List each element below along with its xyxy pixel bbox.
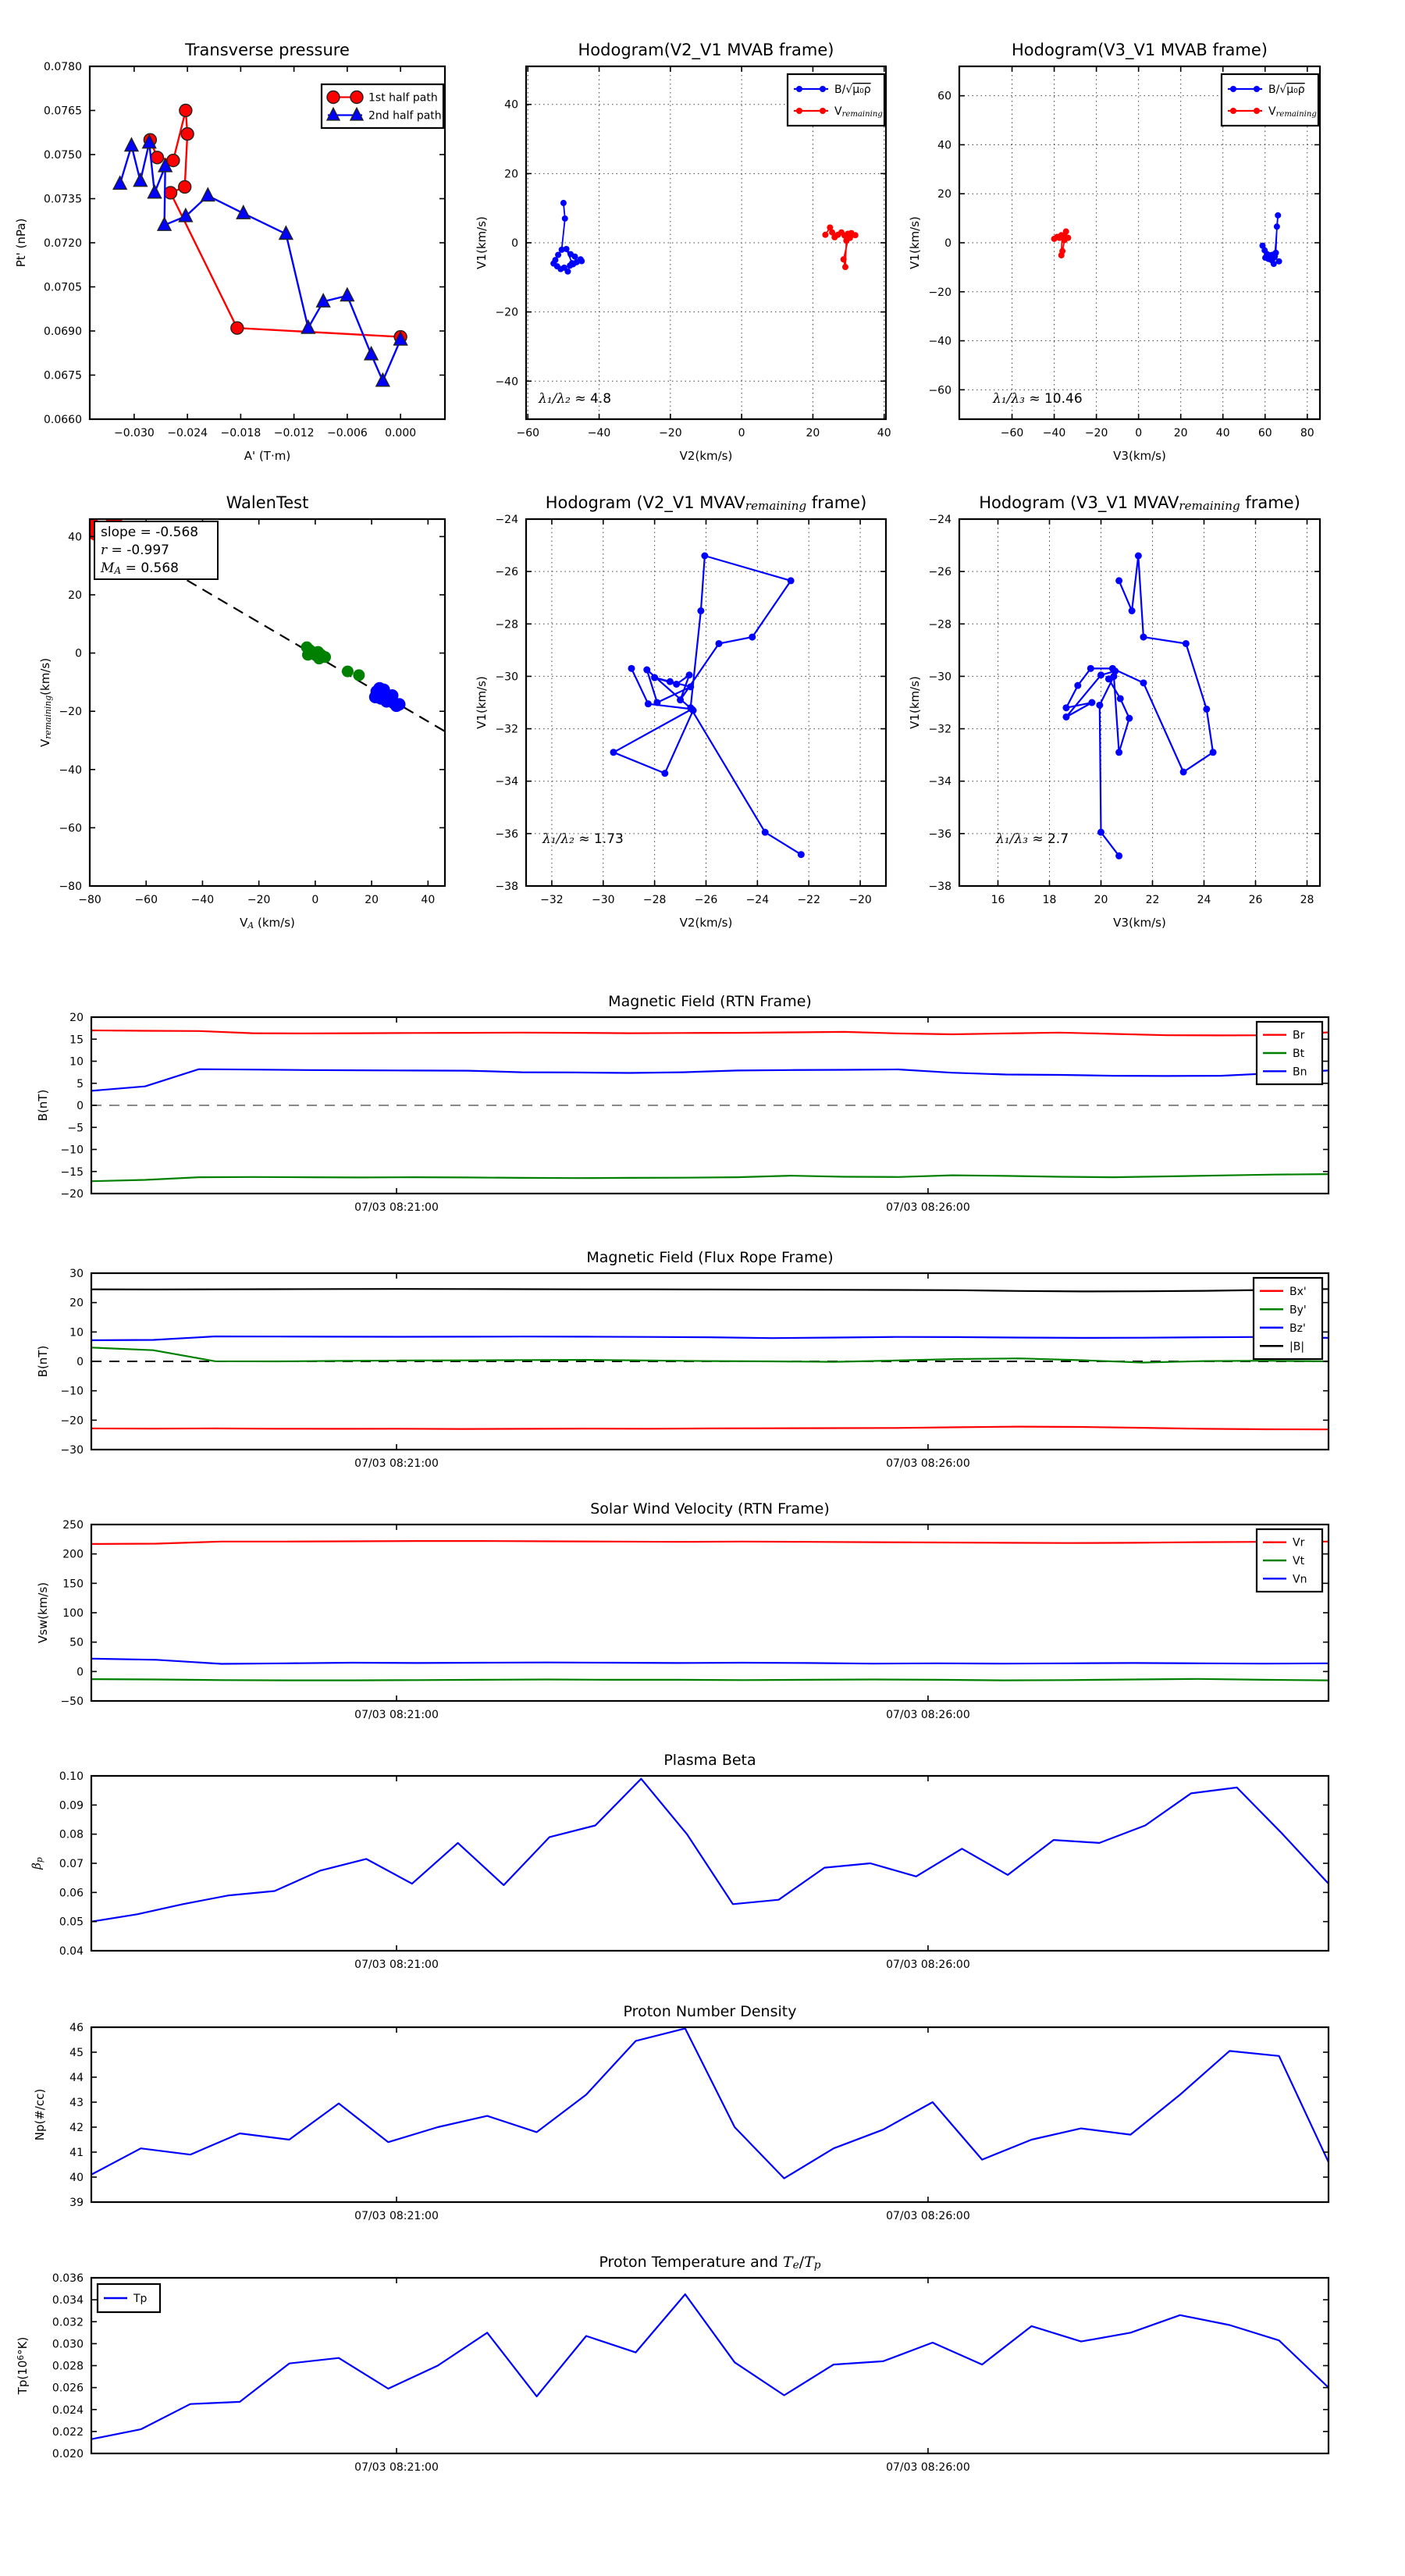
y-tick-label: 46 <box>69 2022 84 2034</box>
y-tick-label: 20 <box>68 589 82 602</box>
series-Bx-prime <box>91 1427 1329 1430</box>
y-tick-label: 0 <box>76 1666 84 1679</box>
chart-magnetic-field-rtn <box>36 993 1329 1214</box>
y-tick-label: 0.05 <box>59 1916 84 1929</box>
y-axis-label: Vsw(km/s) <box>36 1582 50 1644</box>
plot-title: Plasma Beta <box>663 1752 756 1769</box>
stats-line: MA = 0.568 <box>101 560 179 576</box>
y-tick-label: 0 <box>75 647 82 660</box>
series-Vn <box>91 1659 1329 1664</box>
y-tick-label: 0.0705 <box>44 281 82 294</box>
plot-title: Magnetic Field (RTN Frame) <box>608 993 812 1010</box>
y-tick-label: 0.10 <box>59 1770 84 1783</box>
y-tick-label: −10 <box>60 1385 84 1398</box>
y-axis-label: B(nT) <box>36 1345 50 1378</box>
y-tick-label: 20 <box>69 1297 84 1310</box>
axis-ticks <box>91 2027 1329 2202</box>
legend <box>1254 1278 1322 1359</box>
y-tick-label: 30 <box>69 1268 84 1280</box>
y-tick-label: 0.026 <box>52 2382 84 2395</box>
y-tick-label: 250 <box>62 1519 84 1532</box>
y-tick-label: 0.028 <box>52 2360 84 2373</box>
x-tick-label: 40 <box>877 426 891 439</box>
y-tick-label: 100 <box>62 1607 84 1620</box>
y-tick-label: −30 <box>60 1444 84 1457</box>
legend-label: B/√μ₀ρ <box>1268 84 1305 96</box>
y-tick-label: 10 <box>69 1326 84 1340</box>
lambda-ratio: λ₁/λ₂ ≈ 4.8 <box>539 391 612 407</box>
y-tick-label: −15 <box>60 1165 84 1179</box>
y-tick-label: −60 <box>928 384 951 397</box>
y-tick-label: −28 <box>928 618 951 632</box>
x-tick-label: 07/03 08:21:00 <box>354 1457 439 1470</box>
y-tick-label: 41 <box>69 2147 84 2159</box>
x-tick-label: 0 <box>738 426 745 439</box>
y-tick-label: 15 <box>69 1034 84 1047</box>
chart-transverse-pressure <box>14 41 445 463</box>
series-alfven-velocity <box>550 200 585 275</box>
x-tick-label: −20 <box>659 426 682 439</box>
y-axis-label: B(nT) <box>36 1089 50 1122</box>
stats-box <box>94 521 218 579</box>
y-tick-label: 150 <box>62 1578 84 1591</box>
x-tick-label: −28 <box>642 893 667 906</box>
x-tick-label: 20 <box>365 893 379 906</box>
legend <box>1257 1529 1322 1592</box>
y-tick-label: 40 <box>69 2172 84 2184</box>
y-tick-label: −24 <box>495 514 518 526</box>
y-tick-label: 40 <box>937 139 951 152</box>
x-tick-label: 07/03 08:26:00 <box>886 2460 970 2474</box>
x-tick-label: 20 <box>1094 893 1108 906</box>
y-axis-label: βp <box>30 1857 44 1870</box>
legend-label: Vremaining <box>1268 105 1317 119</box>
series-v-path <box>610 553 804 859</box>
x-tick-label: −0.006 <box>326 426 368 439</box>
y-tick-label: 0.07 <box>59 1858 84 1870</box>
chart-proton-temperature <box>16 2254 1329 2474</box>
y-tick-label: 200 <box>62 1548 84 1561</box>
x-tick-label: 0 <box>311 893 319 906</box>
y-tick-label: −80 <box>59 881 82 893</box>
x-tick-label: 07/03 08:21:00 <box>354 2460 439 2474</box>
lambda-ratio: λ₁/λ₃ ≈ 10.46 <box>993 391 1083 407</box>
series-By-prime <box>91 1347 1329 1362</box>
legend-label: |B| <box>1289 1340 1305 1354</box>
y-tick-label: 43 <box>69 2097 84 2109</box>
plot-title: Solar Wind Velocity (RTN Frame) <box>590 1500 830 1517</box>
y-tick-label: −5 <box>67 1122 84 1135</box>
y-tick-label: 0.0750 <box>44 149 82 162</box>
y-tick-label: −28 <box>495 618 518 632</box>
y-tick-label: 20 <box>937 188 951 201</box>
y-tick-label: 0.032 <box>52 2316 84 2329</box>
y-tick-label: 0 <box>76 1356 84 1368</box>
legend-label: Vr <box>1293 1536 1305 1550</box>
x-tick-label: 0.000 <box>385 426 417 439</box>
plot-title: WalenTest <box>226 493 309 512</box>
y-tick-label: 20 <box>504 168 518 181</box>
series-Vt <box>91 1679 1329 1681</box>
y-tick-label: 60 <box>937 90 951 103</box>
y-tick-label: 39 <box>69 2197 84 2209</box>
y-tick-label: 0.0780 <box>44 61 82 73</box>
x-tick-label: 07/03 08:26:00 <box>886 1201 970 1214</box>
y-tick-label: 0 <box>511 237 518 250</box>
y-tick-label: −38 <box>495 881 518 893</box>
y-tick-label: 44 <box>69 2072 84 2084</box>
series-cluster-green <box>301 642 365 681</box>
series-second-half-path <box>113 135 407 386</box>
x-tick-label: 07/03 08:26:00 <box>886 1958 970 1971</box>
plot-title: Hodogram (V3_V1 MVAVremaining frame) <box>979 493 1300 514</box>
x-tick-label: −32 <box>540 893 564 906</box>
x-axis-label: V3(km/s) <box>1113 916 1166 930</box>
y-tick-label: −26 <box>495 566 518 579</box>
y-axis-label: V1(km/s) <box>908 676 922 729</box>
y-tick-label: −40 <box>495 375 518 389</box>
y-tick-label: 0.06 <box>59 1887 84 1900</box>
x-tick-label: −0.012 <box>273 426 315 439</box>
x-tick-label: −20 <box>247 893 271 906</box>
x-tick-label: 28 <box>1300 893 1314 906</box>
chart-hodogram-v2v1-mvav <box>475 493 886 930</box>
y-tick-label: 0.0690 <box>44 326 82 338</box>
legend <box>788 74 884 126</box>
legend-label: By' <box>1289 1304 1307 1317</box>
y-tick-label: −50 <box>60 1695 84 1708</box>
axis-ticks <box>91 1776 1329 1951</box>
y-tick-label: 0.024 <box>52 2403 84 2417</box>
y-tick-label: 0.09 <box>59 1799 84 1813</box>
x-tick-label: −60 <box>516 426 540 439</box>
axes-frame <box>91 2278 1329 2453</box>
x-tick-label: 20 <box>1173 426 1188 439</box>
x-tick-label: −0.018 <box>220 426 261 439</box>
y-tick-label: −32 <box>928 723 951 736</box>
lambda-ratio: λ₁/λ₂ ≈ 1.73 <box>542 831 624 847</box>
y-tick-label: −20 <box>928 286 951 299</box>
y-tick-label: 0.0660 <box>44 414 82 426</box>
x-tick-label: 16 <box>991 893 1005 906</box>
chart-plasma-beta <box>30 1752 1329 1971</box>
plot-title: Hodogram (V2_V1 MVAVremaining frame) <box>545 493 867 514</box>
x-tick-label: 07/03 08:21:00 <box>354 1708 439 1721</box>
series-B-magnitude <box>91 1289 1329 1291</box>
y-tick-label: −34 <box>495 775 518 788</box>
y-tick-label: 0.0735 <box>44 193 82 206</box>
y-tick-label: −20 <box>59 706 82 719</box>
plot-title: Proton Number Density <box>623 2003 797 2020</box>
series-Np <box>91 2029 1329 2179</box>
axes-frame <box>91 1776 1329 1951</box>
x-tick-label: 80 <box>1300 426 1314 439</box>
x-axis-label: VA (km/s) <box>240 916 295 930</box>
legend-label: Tp <box>133 2293 148 2305</box>
stats-line: r = -0.997 <box>101 543 169 558</box>
y-tick-label: 0 <box>76 1100 84 1112</box>
x-tick-label: 18 <box>1042 893 1057 906</box>
y-tick-label: −30 <box>928 671 951 684</box>
x-tick-label: 40 <box>1215 426 1230 439</box>
series-Br <box>91 1030 1329 1035</box>
y-axis-label: Pt' (nPa) <box>14 218 28 268</box>
legend <box>1222 74 1318 126</box>
y-tick-label: 50 <box>69 1636 84 1649</box>
y-tick-label: 40 <box>504 98 518 112</box>
x-tick-label: 20 <box>806 426 820 439</box>
axis-ticks <box>91 2278 1329 2453</box>
x-tick-label: 07/03 08:21:00 <box>354 1958 439 1971</box>
y-tick-label: −40 <box>59 763 82 777</box>
x-tick-label: −40 <box>1042 426 1066 439</box>
chart-hodogram-v3v1-mvab <box>908 41 1320 463</box>
legend-label: Bx' <box>1289 1285 1307 1298</box>
series-first-half-path <box>144 105 407 343</box>
legend-label: Bn <box>1293 1066 1307 1079</box>
legend-label: 2nd half path <box>368 109 442 123</box>
stats-line: slope = -0.568 <box>101 525 199 540</box>
x-tick-label: 07/03 08:26:00 <box>886 2209 970 2222</box>
y-tick-label: 10 <box>69 1055 84 1069</box>
x-tick-label: −60 <box>1000 426 1024 439</box>
series-Bt <box>91 1174 1329 1181</box>
y-tick-label: 0 <box>944 237 951 250</box>
x-tick-label: −60 <box>134 893 158 906</box>
y-axis-label: V1(km/s) <box>475 676 489 729</box>
x-tick-label: −80 <box>78 893 101 906</box>
y-tick-label: −20 <box>495 306 518 319</box>
plot-title: Transverse pressure <box>185 41 350 59</box>
y-tick-label: 45 <box>69 2047 84 2059</box>
y-tick-label: 40 <box>68 531 82 544</box>
chart-hodogram-v2v1-mvab <box>475 41 891 463</box>
y-tick-label: −32 <box>495 723 518 736</box>
x-tick-label: −40 <box>190 893 215 906</box>
x-tick-label: 07/03 08:26:00 <box>886 1708 970 1721</box>
series-cluster-blue <box>369 682 406 712</box>
legend-label: Vremaining <box>834 105 883 119</box>
series-v-path <box>1062 553 1216 859</box>
y-tick-label: −20 <box>60 1414 84 1428</box>
y-tick-label: −20 <box>60 1188 84 1201</box>
y-axis-label: Tp(106°K) <box>15 2336 30 2395</box>
lambda-ratio: λ₁/λ₃ ≈ 2.7 <box>996 831 1069 847</box>
series-v-remaining <box>822 225 858 271</box>
y-tick-label: 0.0720 <box>44 237 82 250</box>
y-tick-label: 5 <box>76 1077 84 1091</box>
series-beta-p <box>91 1779 1329 1922</box>
x-tick-label: 07/03 08:21:00 <box>354 2209 439 2222</box>
y-tick-label: 0.08 <box>59 1828 84 1841</box>
axes-frame <box>91 1525 1329 1701</box>
y-tick-label: −60 <box>59 822 82 835</box>
x-tick-label: −0.024 <box>167 426 208 439</box>
plot-title: Hodogram(V3_V1 MVAB frame) <box>1012 41 1268 59</box>
y-tick-label: −24 <box>928 514 951 526</box>
legend-label: Bz' <box>1289 1322 1306 1335</box>
x-axis-label: V3(km/s) <box>1113 449 1166 463</box>
y-tick-label: −40 <box>928 335 951 348</box>
x-tick-label: 0 <box>1135 426 1143 439</box>
y-tick-label: −30 <box>495 671 518 684</box>
y-axis-label: V1(km/s) <box>475 216 489 269</box>
legend-label: Vn <box>1293 1573 1307 1586</box>
x-axis-label: V2(km/s) <box>679 449 733 463</box>
plot-title: Proton Temperature and Te/Tp <box>599 2254 821 2272</box>
legend <box>322 84 443 128</box>
plot-title: Hodogram(V2_V1 MVAB frame) <box>578 41 834 59</box>
legend-label: Br <box>1293 1029 1305 1042</box>
y-tick-label: 20 <box>69 1012 84 1024</box>
x-tick-label: −26 <box>694 893 718 906</box>
x-tick-label: 60 <box>1257 426 1272 439</box>
x-tick-label: 26 <box>1248 893 1263 906</box>
legend-label: Bt <box>1293 1048 1305 1060</box>
y-tick-label: 0.0675 <box>44 369 82 382</box>
y-tick-label: 0.04 <box>59 1945 84 1958</box>
x-tick-label: −22 <box>797 893 820 906</box>
legend-label: B/√μ₀ρ <box>834 84 871 96</box>
x-tick-label: 07/03 08:21:00 <box>354 1201 439 1214</box>
legend <box>1257 1022 1322 1084</box>
y-axis-label: V1(km/s) <box>908 216 922 269</box>
y-axis-label: Vremaining(km/s) <box>38 657 53 748</box>
x-tick-label: 07/03 08:26:00 <box>886 1457 970 1470</box>
y-tick-label: 42 <box>69 2122 84 2134</box>
y-tick-label: −10 <box>60 1144 84 1157</box>
plot-title: Magnetic Field (Flux Rope Frame) <box>586 1249 834 1266</box>
x-tick-label: 22 <box>1145 893 1160 906</box>
chart-walen-test <box>38 493 445 930</box>
series-Bz-prime <box>91 1336 1329 1340</box>
chart-hodogram-v3v1-mvav <box>908 493 1320 930</box>
x-tick-label: −24 <box>745 893 770 906</box>
y-axis-label: Np(#/cc) <box>33 2088 47 2141</box>
legend-label: 1st half path <box>368 91 438 105</box>
x-tick-label: −20 <box>848 893 872 906</box>
y-tick-label: −36 <box>495 827 518 841</box>
x-tick-label: −0.030 <box>113 426 155 439</box>
chart-magnetic-field-flux-rope <box>36 1249 1329 1470</box>
axes-frame <box>91 2027 1329 2202</box>
chart-proton-number-density <box>33 2003 1329 2222</box>
y-tick-label: 0.036 <box>52 2272 84 2285</box>
x-tick-label: −20 <box>1084 426 1108 439</box>
series-alfven-velocity <box>1260 212 1282 267</box>
y-tick-label: 0.020 <box>52 2448 84 2460</box>
x-tick-label: 40 <box>421 893 436 906</box>
x-axis-label: A' (T·m) <box>244 449 291 463</box>
series-Bn <box>91 1069 1329 1091</box>
y-tick-label: −26 <box>928 566 951 579</box>
y-tick-label: 0.034 <box>52 2294 84 2307</box>
axis-ticks <box>91 1525 1329 1701</box>
legend-label: Vt <box>1293 1555 1305 1567</box>
series-Vr <box>91 1541 1329 1544</box>
y-tick-label: 0.0765 <box>44 105 82 118</box>
y-tick-label: 0.030 <box>52 2338 84 2351</box>
x-tick-label: −30 <box>592 893 615 906</box>
series-Tp <box>91 2294 1329 2439</box>
y-tick-label: 0.022 <box>52 2425 84 2439</box>
x-tick-label: −40 <box>587 426 611 439</box>
legend <box>98 2284 160 2312</box>
x-axis-label: V2(km/s) <box>679 916 733 930</box>
y-tick-label: −36 <box>928 827 951 841</box>
y-tick-label: −38 <box>928 881 951 893</box>
x-tick-label: 24 <box>1197 893 1211 906</box>
chart-solar-wind-velocity <box>36 1500 1329 1721</box>
y-tick-label: −34 <box>928 775 951 788</box>
